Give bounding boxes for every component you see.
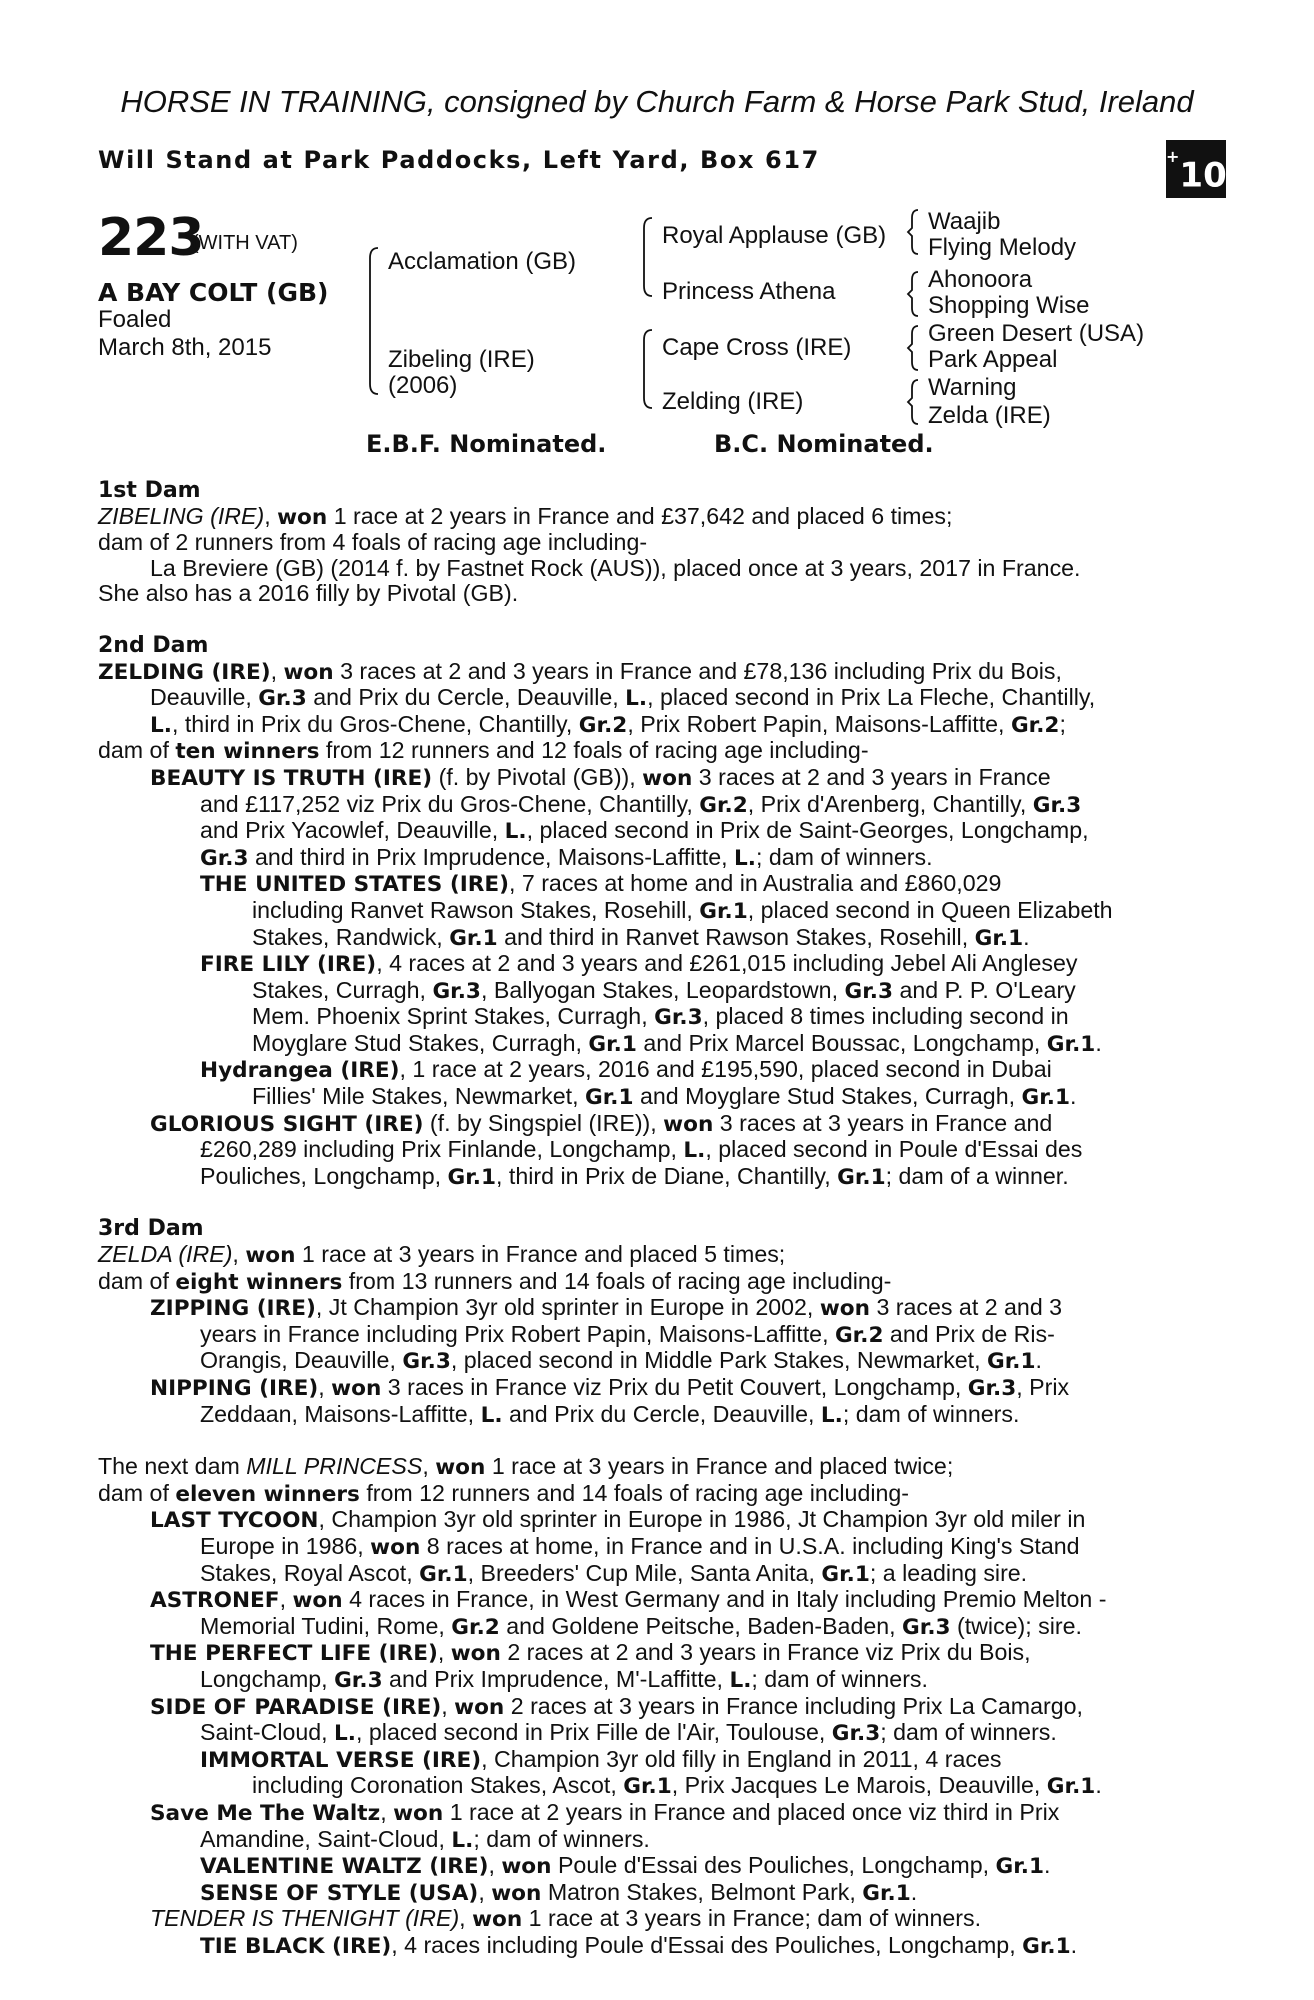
catalogue-body xyxy=(98,478,1204,1959)
bc-nominated: B.C. Nominated. xyxy=(714,430,934,458)
pedigree-bracket-3b xyxy=(906,270,920,318)
pedigree-g3-2: Flying Melody xyxy=(928,234,1077,261)
next-dam-line: SIDE OF PARADISE (IRE), won 2 races at 3 years in France including Prix La Camargo, xyxy=(150,1692,1083,1720)
badge-number: 10 xyxy=(1179,155,1227,196)
second-dam-line: Hydrangea (IRE), 1 race at 2 years, 2016 and £195,590, placed second in Dubai xyxy=(200,1056,1052,1084)
first-dam-heading: 1st Dam xyxy=(98,478,201,503)
pedigree-bracket-3c xyxy=(906,324,920,372)
next-dam-line: ASTRONEF, won 4 races in France, in West Germany and in Italy including Premio Melton - xyxy=(150,1586,1107,1614)
second-dam-line: Gr.3 and third in Prix Imprudence, Maisons-Laffitte, L.; dam of winners. xyxy=(200,843,933,871)
third-dam-line: dam of eight winners from 13 runners and 14 foals of racing age including- xyxy=(98,1267,892,1295)
foaled-date: March 8th, 2015 xyxy=(98,334,272,361)
pedigree-g3-4: Shopping Wise xyxy=(928,292,1090,319)
pedigree-bracket-3d xyxy=(906,378,920,426)
next-dam-line: TIE BLACK (IRE), 4 races including Poule d'Essai des Pouliches, Longchamp, Gr.1. xyxy=(200,1931,1078,1959)
second-dam-line: Deauville, Gr.3 and Prix du Cercle, Deauville, L., placed second in Prix La Fleche, Chantilly, xyxy=(150,684,1096,712)
pedigree-dam-dam: Zelding (IRE) xyxy=(662,388,804,415)
pedigree-bracket-2b xyxy=(640,328,654,410)
pedigree-sire-dam: Princess Athena xyxy=(662,278,836,305)
third-dam-line: ZELDA (IRE), won 1 race at 3 years in France and placed 5 times; xyxy=(98,1241,786,1269)
pedigree-g3-7: Warning xyxy=(928,374,1017,401)
next-dam-line: Saint-Cloud, L., placed second in Prix Fille de l'Air, Toulouse, Gr.3; dam of winners. xyxy=(200,1719,1057,1747)
third-dam-line: years in France including Prix Robert Papin, Maisons-Laffitte, Gr.2 and Prix de Ris- xyxy=(200,1320,1055,1348)
second-dam-line: FIRE LILY (IRE), 4 races at 2 and 3 years and £261,015 including Jebel Ali Anglesey xyxy=(200,950,1078,978)
vat-note: (WITH VAT) xyxy=(192,232,298,254)
badge-plus: + xyxy=(1166,147,1180,166)
next-dam-line: LAST TYCOON, Champion 3yr old sprinter in Europe in 1986, Jt Champion 3yr old miler in xyxy=(150,1506,1086,1534)
third-dam-line: NIPPING (IRE), won 3 races in France viz Prix du Petit Couvert, Longchamp, Gr.3, Prix xyxy=(150,1374,1070,1401)
catalogue-header: HORSE IN TRAINING, consigned by Church Farm & Horse Park Stud, Ireland xyxy=(120,84,1194,119)
pedigree-dam-year: (2006) xyxy=(388,372,458,399)
next-dam-line: Amandine, Saint-Cloud, L.; dam of winners. xyxy=(200,1825,650,1853)
next-dam-line: Memorial Tudini, Rome, Gr.2 and Goldene Peitsche, Baden-Baden, Gr.3 (twice); sire. xyxy=(200,1612,1082,1640)
second-dam-line: £260,289 including Prix Finlande, Longchamp, L., placed second in Poule d'Essai des xyxy=(200,1136,1083,1164)
ebf-nominated: E.B.F. Nominated. xyxy=(366,430,607,458)
pedigree-g3-5: Green Desert (USA) xyxy=(928,320,1145,347)
next-dam-line: The next dam MILL PRINCESS, won 1 race at 3 years in France and placed twice; xyxy=(98,1453,954,1481)
second-dam-line: Moyglare Stud Stakes, Curragh, Gr.1 and Prix Marcel Boussac, Longchamp, Gr.1. xyxy=(252,1029,1102,1057)
pedigree-bracket-2a xyxy=(640,216,654,298)
second-dam-line: Fillies' Mile Stakes, Newmarket, Gr.1 and Moyglare Stud Stakes, Curragh, Gr.1. xyxy=(252,1083,1077,1111)
pedigree-g3-1: Waajib xyxy=(928,208,1001,235)
second-dam-line: Stakes, Randwick, Gr.1 and third in Ranvet Rawson Stakes, Rosehill, Gr.1. xyxy=(252,923,1030,951)
second-dam-line: L., third in Prix du Gros-Chene, Chantilly, Gr.2, Prix Robert Papin, Maisons-Laffitte, Gr.2; xyxy=(150,710,1066,738)
next-dam-line: THE PERFECT LIFE (IRE), won 2 races at 2 and 3 years in France viz Prix du Bois, xyxy=(150,1639,1031,1667)
pedigree-sire-sire: Royal Applause (GB) xyxy=(662,222,887,249)
next-dam-line: VALENTINE WALTZ (IRE), won Poule d'Essai des Pouliches, Longchamp, Gr.1. xyxy=(200,1852,1051,1880)
next-dam-line: IMMORTAL VERSE (IRE), Champion 3yr old filly in England in 2011, 4 races xyxy=(200,1745,1002,1773)
second-dam-line: and Prix Yacowlef, Deauville, L., placed second in Prix de Saint-Georges, Longchamp, xyxy=(200,817,1089,845)
second-dam-line: BEAUTY IS TRUTH (IRE) (f. by Pivotal (GB)), won 3 races at 2 and 3 years in France xyxy=(150,763,1051,791)
pedigree-dam: Zibeling (IRE) xyxy=(388,346,535,373)
second-dam-line: GLORIOUS SIGHT (IRE) (f. by Singspiel (IRE)), won 3 races at 3 years in France and xyxy=(150,1109,1053,1137)
second-dam-line: Pouliches, Longchamp, Gr.1, third in Prix de Diane, Chantilly, Gr.1; dam of a winner. xyxy=(200,1162,1069,1190)
pedigree-g3-3: Ahonoora xyxy=(928,266,1033,293)
second-dam-line: including Ranvet Rawson Stakes, Rosehill, Gr.1, placed second in Queen Elizabeth xyxy=(252,896,1113,924)
second-dam-line: ZELDING (IRE), won 3 races at 2 and 3 years in France and £78,136 including Prix du Bois, xyxy=(98,657,1062,685)
pedigree-dam-sire: Cape Cross (IRE) xyxy=(662,334,852,361)
lot-description: A BAY COLT (GB) xyxy=(98,278,329,307)
second-dam-line: Mem. Phoenix Sprint Stakes, Curragh, Gr.3, placed 8 times including second in xyxy=(252,1003,1069,1031)
first-dam-line: ZIBELING (IRE), won 1 race at 2 years in France and £37,642 and placed 6 times; xyxy=(98,502,953,530)
next-dam-line: SENSE OF STYLE (USA), won Matron Stakes, Belmont Park, Gr.1. xyxy=(200,1878,918,1906)
next-dam-line: including Coronation Stakes, Ascot, Gr.1, Prix Jacques Le Marois, Deauville, Gr.1. xyxy=(252,1772,1102,1800)
stand-location: Will Stand at Park Paddocks, Left Yard, Box 617 xyxy=(98,146,820,174)
third-dam-line: Orangis, Deauville, Gr.3, placed second in Middle Park Stakes, Newmarket, Gr.1. xyxy=(200,1347,1042,1375)
next-dam-line: Europe in 1986, won 8 races at home, in France and in U.S.A. including King's Stand xyxy=(200,1532,1080,1560)
second-dam-line: dam of ten winners from 12 runners and 12 foals of racing age including- xyxy=(98,737,869,765)
third-dam-line: ZIPPING (IRE), Jt Champion 3yr old sprinter in Europe in 2002, won 3 races at 2 and 3 xyxy=(150,1294,1063,1322)
first-dam-line: La Breviere (GB) (2014 f. by Fastnet Rock (AUS)), placed once at 3 years, 2017 in France. xyxy=(150,554,1081,581)
next-dam-line: Longchamp, Gr.3 and Prix Imprudence, M'-Laffitte, L.; dam of winners. xyxy=(200,1665,928,1693)
second-dam-line: and £117,252 viz Prix du Gros-Chene, Chantilly, Gr.2, Prix d'Arenberg, Chantilly, Gr.3 xyxy=(200,790,1082,818)
third-dam-line: Zeddaan, Maisons-Laffitte, L. and Prix du Cercle, Deauville, L.; dam of winners. xyxy=(200,1400,1020,1428)
third-dam-heading: 3rd Dam xyxy=(98,1216,204,1242)
pedigree-bracket-1 xyxy=(366,246,380,396)
foaled-label: Foaled xyxy=(98,306,172,333)
next-dam-line: dam of eleven winners from 12 runners and 14 foals of racing age including- xyxy=(98,1479,910,1507)
lot-badge xyxy=(1166,140,1226,198)
pedigree-g3-8: Zelda (IRE) xyxy=(928,402,1051,429)
pedigree-bracket-3a xyxy=(906,208,920,256)
lot-number: 223 xyxy=(98,208,204,268)
pedigree-g3-6: Park Appeal xyxy=(928,346,1058,373)
next-dam-line: Stakes, Royal Ascot, Gr.1, Breeders' Cup Mile, Santa Anita, Gr.1; a leading sire. xyxy=(200,1559,1028,1587)
second-dam-heading: 2nd Dam xyxy=(98,632,209,658)
first-dam-line: She also has a 2016 filly by Pivotal (GB). xyxy=(98,580,519,607)
second-dam-line: THE UNITED STATES (IRE), 7 races at home and in Australia and £860,029 xyxy=(200,870,1002,898)
next-dam-line: Save Me The Waltz, won 1 race at 2 years in France and placed once viz third in Prix xyxy=(150,1798,1060,1826)
pedigree-sire: Acclamation (GB) xyxy=(388,248,577,275)
second-dam-line: Stakes, Curragh, Gr.3, Ballyogan Stakes, Leopardstown, Gr.3 and P. P. O'Leary xyxy=(252,976,1076,1004)
next-dam-line: TENDER IS THENIGHT (IRE), won 1 race at 3 years in France; dam of winners. xyxy=(150,1905,982,1933)
first-dam-line: dam of 2 runners from 4 foals of racing age including- xyxy=(98,529,648,556)
